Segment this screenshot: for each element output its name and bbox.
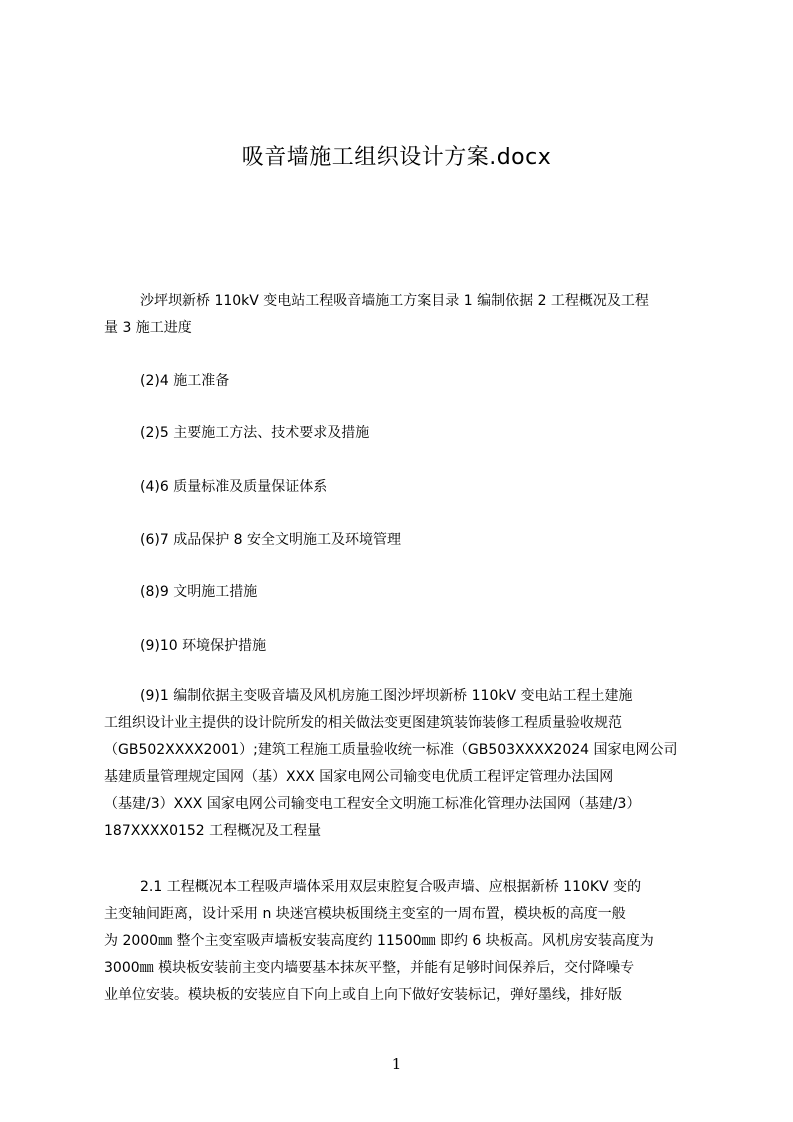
text-line: （基建/3）XXX 国家电网公司输变电工程安全文明施工标准化管理办法国网（基建/3） bbox=[104, 796, 641, 812]
text-line: (9)10 环境保护措施 bbox=[140, 638, 267, 654]
text-line: (6)7 成品保护 8 安全文明施工及环境管理 bbox=[140, 532, 401, 548]
toc-entry bbox=[104, 368, 698, 395]
toc-entry bbox=[104, 420, 698, 447]
text-line: 主变轴间距离，设计采用 n 块迷宫模块板围绕主变室的一周布置，模块板的高度一般 bbox=[104, 906, 626, 922]
text-line: 187XXXX0152 工程概况及工程量 bbox=[104, 823, 322, 839]
page-number: 1 bbox=[391, 1055, 402, 1073]
text-line: 为 2000㎜ 整个主变室吸声墙板安装高度约 11500㎜ 即约 6 块板高。风机房安装高度为 bbox=[104, 933, 654, 949]
text-line: 基建质量管理规定国网（基）XXX 国家电网公司输变电优质工程评定管理办法国网 bbox=[104, 769, 614, 785]
text-line: 业单位安装。模块板的安装应自下向上或自上向下做好安装标记，弹好墨线，排好版 bbox=[104, 987, 622, 1003]
toc-paragraph bbox=[104, 288, 698, 342]
text-line: （GB502XXXX2001）;建筑工程施工质量验收统一标准（GB503XXXX2024 国家电网公司 bbox=[104, 742, 678, 758]
text-line: 量 3 施工进度 bbox=[104, 320, 192, 336]
text-line: (9)1 编制依据主变吸音墙及风机房施工图沙坪坝新桥 110kV 变电站工程土建施 bbox=[140, 688, 633, 704]
text-line: 3000㎜ 模块板安装前主变内墙要基本抹灰平整，并能有足够时间保养后，交付降噪专 bbox=[104, 960, 635, 976]
basis-paragraph bbox=[104, 683, 698, 845]
toc-entry bbox=[104, 474, 698, 501]
text-line: (8)9 文明施工措施 bbox=[140, 584, 258, 600]
text-line: 2.1 工程概况本工程吸声墙体采用双层束腔复合吸声墙、应根据新桥 110KV 变的 bbox=[140, 879, 642, 895]
toc-entry bbox=[104, 633, 698, 660]
toc-entry bbox=[104, 527, 698, 554]
document-title: 吸音墙施工组织设计方案.docx bbox=[241, 145, 552, 170]
overview-paragraph bbox=[104, 874, 698, 1009]
toc-entry bbox=[104, 579, 698, 606]
text-line: (2)5 主要施工方法、技术要求及措施 bbox=[140, 425, 370, 441]
text-line: 沙坪坝新桥 110kV 变电站工程吸音墙施工方案目录 1 编制依据 2 工程概况及工程 bbox=[140, 293, 649, 309]
text-line: (4)6 质量标准及质量保证体系 bbox=[140, 479, 328, 495]
text-line: (2)4 施工准备 bbox=[140, 373, 230, 389]
text-line: 工组织设计业主提供的设计院所发的相关做法变更图建筑装饰装修工程质量验收规范 bbox=[104, 715, 622, 731]
